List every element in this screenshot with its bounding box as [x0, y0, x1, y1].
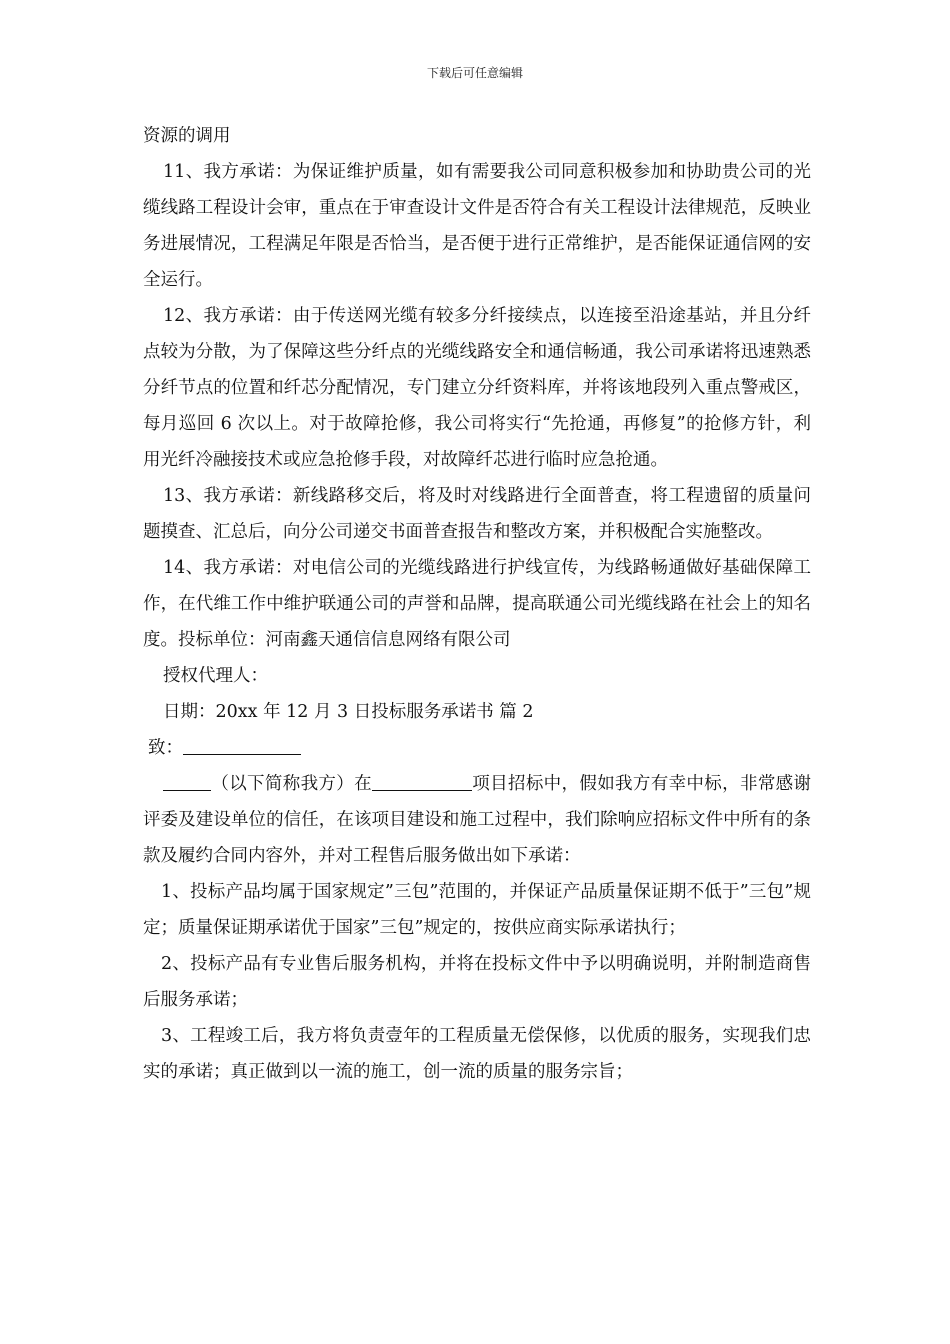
authorized-agent-line: 授权代理人：	[163, 666, 268, 686]
paragraph-commit-3: 3、工程竣工后，我方将负责壹年的工程质量无偿保修，以优质的服务，实现我们忠实的承诺；真正做到以一流的施工，创一流的质量的服务宗旨；	[143, 1026, 811, 1082]
paragraph-item-13: 13、我方承诺：新线路移交后，将及时对线路进行全面普查，将工程遗留的质量问题摸查、汇总后，向分公司递交书面普查报告和整改方案，并积极配合实施整改。	[143, 486, 811, 542]
paragraph-resource-call: 资源的调用	[143, 126, 231, 146]
paragraph-item-11: 11、我方承诺：为保证维护质量，如有需要我公司同意积极参加和协助贵公司的光缆线路工程设计会审，重点在于审查设计文件是否符合有关工程设计法律规范，反映业务进展情况，工程满足年限是否恰当，是否便于进行正常维护，是否能保证通信网的安全运行。	[143, 162, 811, 290]
bidder-name-blank	[163, 772, 211, 791]
addressee-blank	[183, 736, 301, 755]
paragraph-intro	[143, 766, 811, 874]
paragraph-item-12: 12、我方承诺：由于传送网光缆有较多分纤接续点，以连接至沿途基站，并且分纤点较为分散，为了保障这些分纤点的光缆线路安全和通信畅通，我公司承诺将迅速熟悉分纤节点的位置和纤芯分配情况，专门建立分纤资料库，并将该地段列入重点警戒区，每月巡回 6 次以上。对于故障抢修，我公司将实行“先抢通，再修复”的抢修方针，利用光纤冷融接技术或应急抢修手段，对故障纤芯进行临时应急抢通。	[143, 306, 811, 470]
intro-mid-text: （以下简称我方）在	[211, 774, 372, 794]
page-header: 下载后可任意编辑	[426, 66, 523, 80]
project-name-blank	[372, 772, 472, 791]
intro-rest-text: 项目招标中，假如我方有幸中标，非常感谢评委及建设单位的信任，在该项目建设和施工过程中，我们除响应招标文件中所有的条款及履约合同内容外，并对工程售后服务做出如下承诺：	[143, 774, 812, 866]
addressee-label: 致：	[148, 738, 183, 758]
date-title-line: 日期：20xx 年 12 月 3 日投标服务承诺书 篇 2	[163, 702, 534, 722]
paragraph-commit-1: 1、投标产品均属于国家规定”三包”范围的，并保证产品质量保证期不低于”三包”规定；质量保证期承诺优于国家”三包”规定的，按供应商实际承诺执行；	[143, 882, 811, 938]
document-body	[143, 118, 811, 1090]
addressee-line	[143, 730, 811, 766]
paragraph-item-14: 14、我方承诺：对电信公司的光缆线路进行护线宣传，为线路畅通做好基础保障工作，在代维工作中维护联通公司的声誉和品牌，提高联通公司光缆线路在社会上的知名度。投标单位：河南鑫天通信信息网络有限公司	[143, 558, 811, 650]
paragraph-commit-2: 2、投标产品有专业售后服务机构，并将在投标文件中予以明确说明，并附制造商售后服务承诺；	[143, 954, 811, 1010]
